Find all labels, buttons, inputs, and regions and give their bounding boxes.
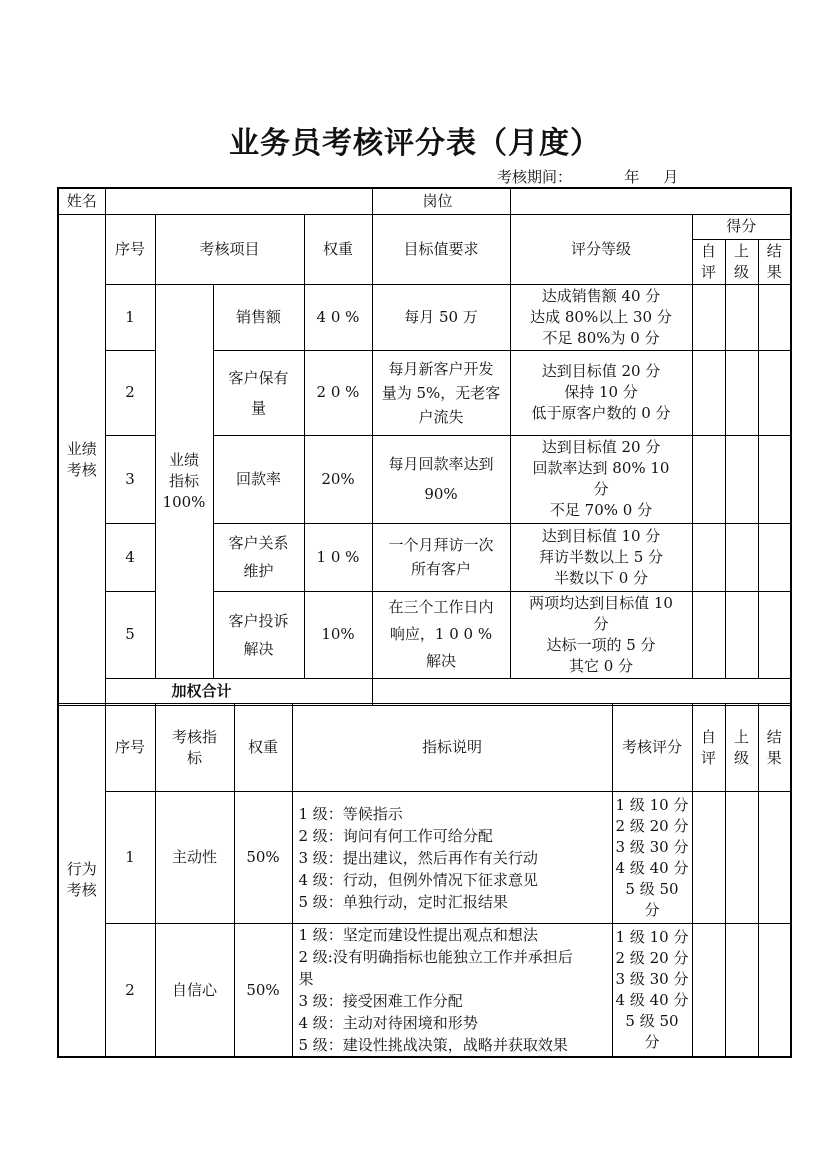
superior-score-cell[interactable] [725,350,758,435]
col-seq: 序号 [105,214,155,284]
table-row [58,284,791,350]
row-item: 客户关系 维护 [213,523,304,591]
row-seq: 1 [105,284,155,350]
row-weight: 4 0 % [304,284,372,350]
col-score: 得分 [692,214,791,239]
assessment-period: 考核期间： 年 月 [497,168,679,186]
col-desc: 指标说明 [292,704,612,792]
row-item: 回款率 [213,435,304,523]
row-seq: 4 [105,523,155,591]
col-superior: 上 级 [725,704,758,792]
self-score-cell[interactable] [692,792,725,924]
result-score-cell[interactable] [758,350,791,435]
self-score-cell[interactable] [692,591,725,678]
row-indicator: 主动性 [155,792,234,924]
row-seq: 1 [105,792,155,924]
row-item: 销售额 [213,284,304,350]
self-score-cell[interactable] [692,435,725,523]
col-target: 目标值要求 [372,214,510,284]
group-label: 业绩 指标 100% [155,284,213,678]
superior-score-cell[interactable] [725,435,758,523]
row-item: 客户投诉 解决 [213,591,304,678]
performance-table [57,187,792,706]
row-grade: 两项均达到目标值 10 分 达标一项的 5 分 其它 0 分 [510,591,692,678]
self-score-cell[interactable] [692,284,725,350]
table-row [58,792,791,924]
col-score: 考核评分 [612,704,692,792]
row-weight: 50% [234,924,292,1058]
behavior-table [57,703,792,1058]
row-grade: 达到目标值 20 分 保持 10 分 低于原客户数的 0 分 [510,350,692,435]
row-grade: 达到目标值 10 分 拜访半数以上 5 分 半数以下 0 分 [510,523,692,591]
col-grade: 评分等级 [510,214,692,284]
row-target: 每月 50 万 [372,284,510,350]
behavior-section-label: 行为 考核 [58,704,105,1058]
result-score-cell[interactable] [758,924,791,1058]
self-score-cell[interactable] [692,523,725,591]
row-target: 在三个工作日内 响应，1 0 0 % 解决 [372,591,510,678]
superior-score-cell[interactable] [725,924,758,1058]
performance-section-label: 业绩 考核 [58,214,105,705]
row-desc: 1 级：等候指示 2 级：询问有何工作可给分配 3 级：提出建议，然后再作有关行动 4 级：行动，但例外情况下征求意见 5 级：单独行动，定时汇报结果 [292,792,612,924]
col-result: 结 果 [758,239,791,284]
superior-score-cell[interactable] [725,591,758,678]
weighted-total-field[interactable] [372,678,791,705]
col-item: 考核项目 [155,214,304,284]
name-label: 姓名 [58,188,105,214]
row-grade: 达成销售额 40 分 达成 80%以上 30 分 不足 80%为 0 分 [510,284,692,350]
col-weight: 权重 [234,704,292,792]
name-field[interactable] [105,188,372,214]
row-target: 一个月拜访一次 所有客户 [372,523,510,591]
self-score-cell[interactable] [692,350,725,435]
col-self: 自 评 [692,704,725,792]
row-weight: 50% [234,792,292,924]
result-score-cell[interactable] [758,435,791,523]
row-score: 1 级 10 分 2 级 20 分 3 级 30 分 4 级 40 分 5 级 50 分 [612,792,692,924]
col-weight: 权重 [304,214,372,284]
superior-score-cell[interactable] [725,792,758,924]
row-weight: 20% [304,435,372,523]
row-seq: 5 [105,591,155,678]
row-indicator: 自信心 [155,924,234,1058]
row-seq: 2 [105,350,155,435]
table-row [58,924,791,1058]
result-score-cell[interactable] [758,523,791,591]
row-item: 客户保有 量 [213,350,304,435]
result-score-cell[interactable] [758,284,791,350]
row-target: 每月回款率达到 90% [372,435,510,523]
col-seq: 序号 [105,704,155,792]
row-grade: 达到目标值 20 分 回款率达到 80% 10 分 不足 70% 0 分 [510,435,692,523]
row-weight: 1 0 % [304,523,372,591]
result-score-cell[interactable] [758,591,791,678]
post-field[interactable] [510,188,791,214]
col-result: 结 果 [758,704,791,792]
col-self: 自 评 [692,239,725,284]
row-target: 每月新客户开发 量为 5%，无老客 户流失 [372,350,510,435]
row-weight: 10% [304,591,372,678]
superior-score-cell[interactable] [725,523,758,591]
weighted-total-label: 加权合计 [105,678,372,705]
col-superior: 上 级 [725,239,758,284]
row-desc: 1 级：坚定而建设性提出观点和想法 2 级:没有明确指标也能独立工作并承担后 果 3 级：接受困难工作分配 4 级：主动对待困境和形势 5 级：建设性挑战决策，战略并获取效果 [292,924,612,1058]
row-score: 1 级 10 分 2 级 20 分 3 级 30 分 4 级 40 分 5 级 50 分 [612,924,692,1058]
self-score-cell[interactable] [692,924,725,1058]
page-title: 业务员考核评分表（月度） [229,126,601,161]
col-indicator: 考核指 标 [155,704,234,792]
result-score-cell[interactable] [758,792,791,924]
row-seq: 3 [105,435,155,523]
superior-score-cell[interactable] [725,284,758,350]
row-weight: 2 0 % [304,350,372,435]
row-seq: 2 [105,924,155,1058]
post-label: 岗位 [372,188,510,214]
